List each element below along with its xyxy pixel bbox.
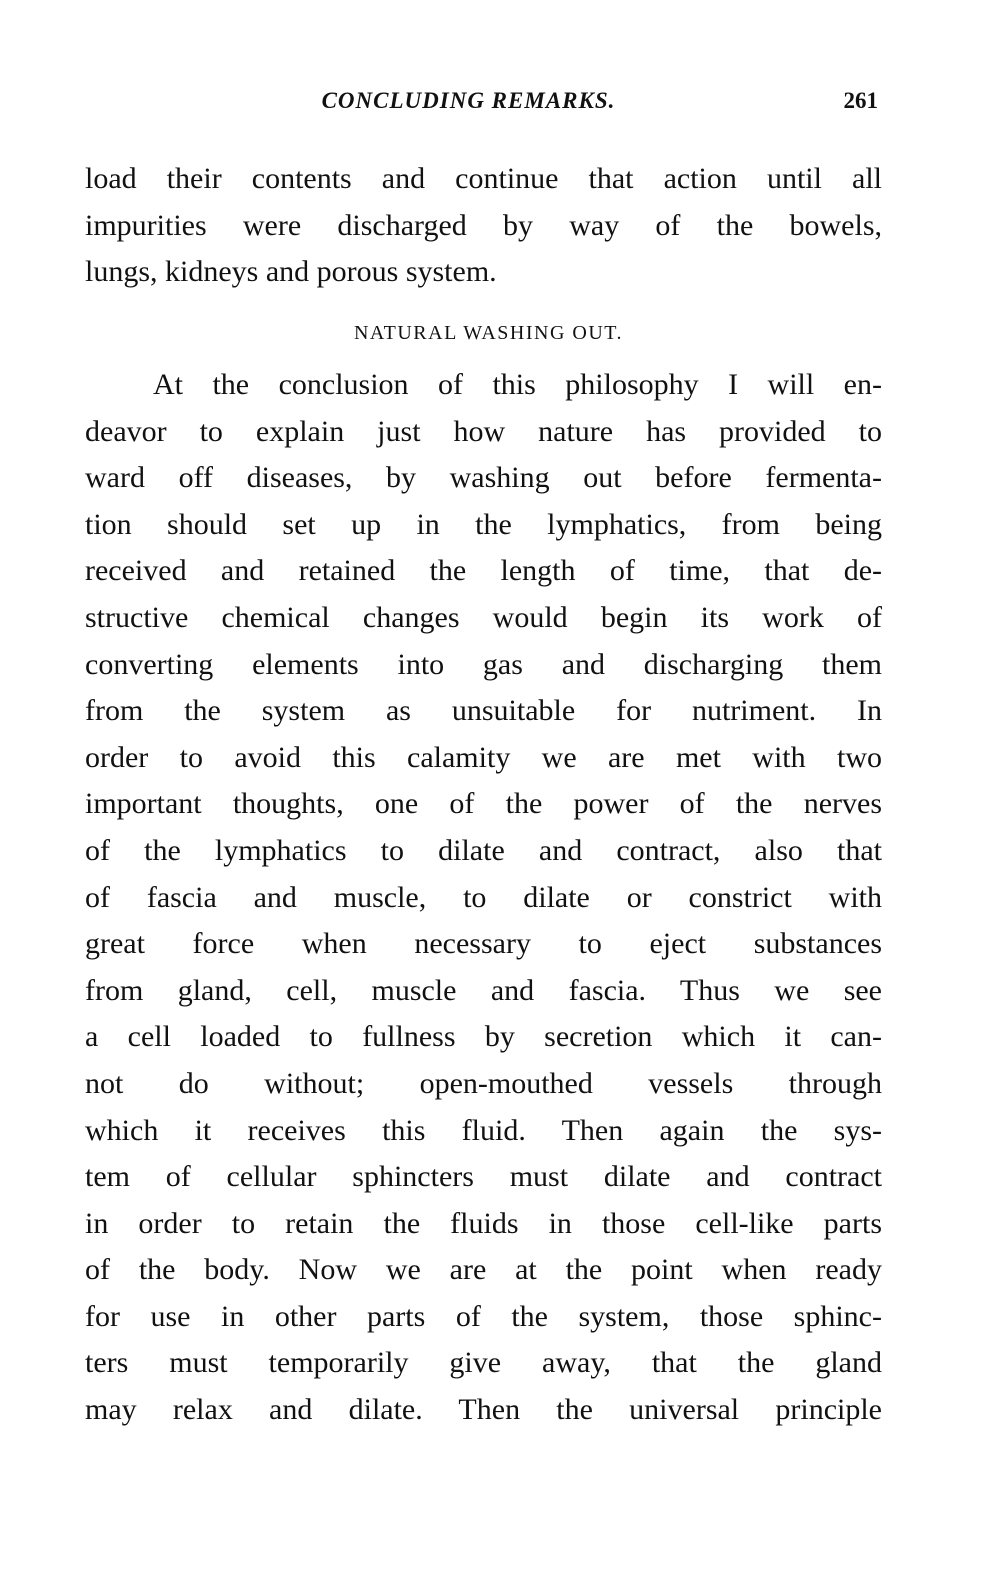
text-line: impurities were discharged by way of the bowels,	[85, 208, 882, 242]
text-line: load their contents and continue that action until all	[85, 162, 882, 195]
text-line: of the lymphatics to dilate and contract, also that	[85, 833, 882, 867]
text-line: which it receives this fluid. Then again the sys-	[85, 1113, 882, 1147]
text-line: converting elements into gas and discharging them	[85, 647, 882, 681]
text-line: important thoughts, one of the power of the nerves	[85, 787, 882, 821]
text-line: At the conclusion of this philosophy I will en-	[153, 368, 882, 401]
continuation-paragraph	[85, 156, 882, 296]
text-line: of the body. Now we are at the point when ready	[85, 1253, 882, 1287]
text-line: from the system as unsuitable for nutriment. In	[85, 694, 882, 728]
page-header	[85, 88, 882, 124]
page-number: 261	[843, 88, 878, 113]
text-line: from gland, cell, muscle and fascia. Thus we see	[85, 973, 882, 1007]
text-line: received and retained the length of time, that de-	[85, 554, 882, 588]
text-line: order to avoid this calamity we are met with two	[85, 740, 882, 774]
text-line: ward off diseases, by washing out before fermenta-	[85, 461, 882, 495]
text-line: structive chemical changes would begin its work of	[85, 600, 882, 634]
text-line: for use in other parts of the system, those sphinc-	[85, 1299, 882, 1333]
text-line: not do without; open-mouthed vessels through	[85, 1066, 882, 1100]
text-line: of fascia and muscle, to dilate or constrict with	[85, 880, 882, 914]
text-line: tem of cellular sphincters must dilate and contract	[85, 1160, 882, 1194]
text-line: a cell loaded to fullness by secretion which it can-	[85, 1020, 882, 1054]
text-line: lungs, kidneys and porous system.	[85, 255, 497, 289]
text-line: tion should set up in the lymphatics, from being	[85, 507, 882, 541]
text-line: great force when necessary to eject substances	[85, 927, 882, 961]
text-line: deavor to explain just how nature has provided to	[85, 414, 882, 448]
text-line: may relax and dilate. Then the universal principle	[85, 1393, 882, 1427]
body-paragraph	[85, 362, 882, 1434]
running-title: CONCLUDING REMARKS.	[321, 88, 616, 113]
text-line: ters must temporarily give away, that the gland	[85, 1346, 882, 1380]
section-heading: NATURAL WASHING OUT.	[353, 322, 624, 344]
text-line: in order to retain the fluids in those cell-like parts	[85, 1206, 882, 1240]
